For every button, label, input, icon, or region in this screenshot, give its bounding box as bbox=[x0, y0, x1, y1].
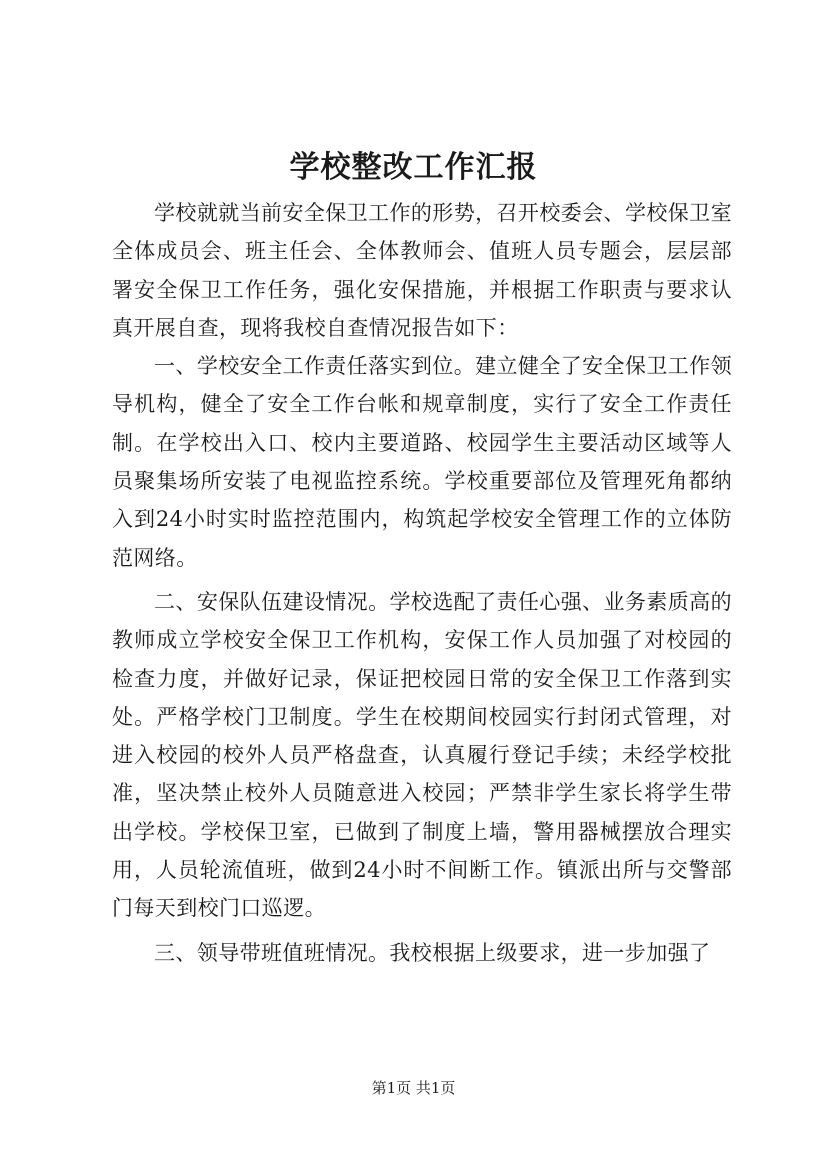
paragraph-section-1: 一、学校安全工作责任落实到位。建立健全了安全保卫工作领导机构，健全了安全工作台帐和规章制度，实行了安全工作责任制。在学校出入口、校内主要道路、校园学生主要活动区域等人员聚集场所安装了电视监控系统。学校重要部位及管理死角都纳入到24小时实时监控范围内，构筑起学校安全管理工作的立体防范网络。 bbox=[112, 354, 732, 570]
page-footer: 第1页 共1页 bbox=[371, 1079, 456, 1097]
paragraph-intro: 学校就就当前安全保卫工作的形势，召开校委会、学校保卫室全体成员会、班主任会、全体教师会、值班人员专题会，层层部署安全保卫工作任务，强化安保措施，并根据工作职责与要求认真开展自查，现将我校自查情况报告如下： bbox=[112, 201, 732, 340]
document-title: 学校整改工作汇报 bbox=[289, 150, 538, 185]
paragraph-section-3: 三、领导带班值班情况。我校根据上级要求，进一步加强了 bbox=[154, 940, 711, 965]
paragraph-section-2: 二、安保队伍建设情况。学校选配了责任心强、业务素质高的教师成立学校安全保卫工作机构，安保工作人员加强了对校园的检查力度，并做好记录，保证把校园日常的安全保卫工作落到实处。严格学校门卫制度。学生在校期间校园实行封闭式管理，对进入校园的校外人员严格盘查，认真履行登记手续；未经学校批准，坚决禁止校外人员随意进入校园；严禁非学生家长将学生带出学校。学校保卫室，已做到了制度上墙，警用器械摆放合理实用，人员轮流值班，做到24小时不间断工作。镇派出所与交警部门每天到校门口巡逻。 bbox=[112, 589, 732, 921]
document-body bbox=[112, 194, 732, 972]
